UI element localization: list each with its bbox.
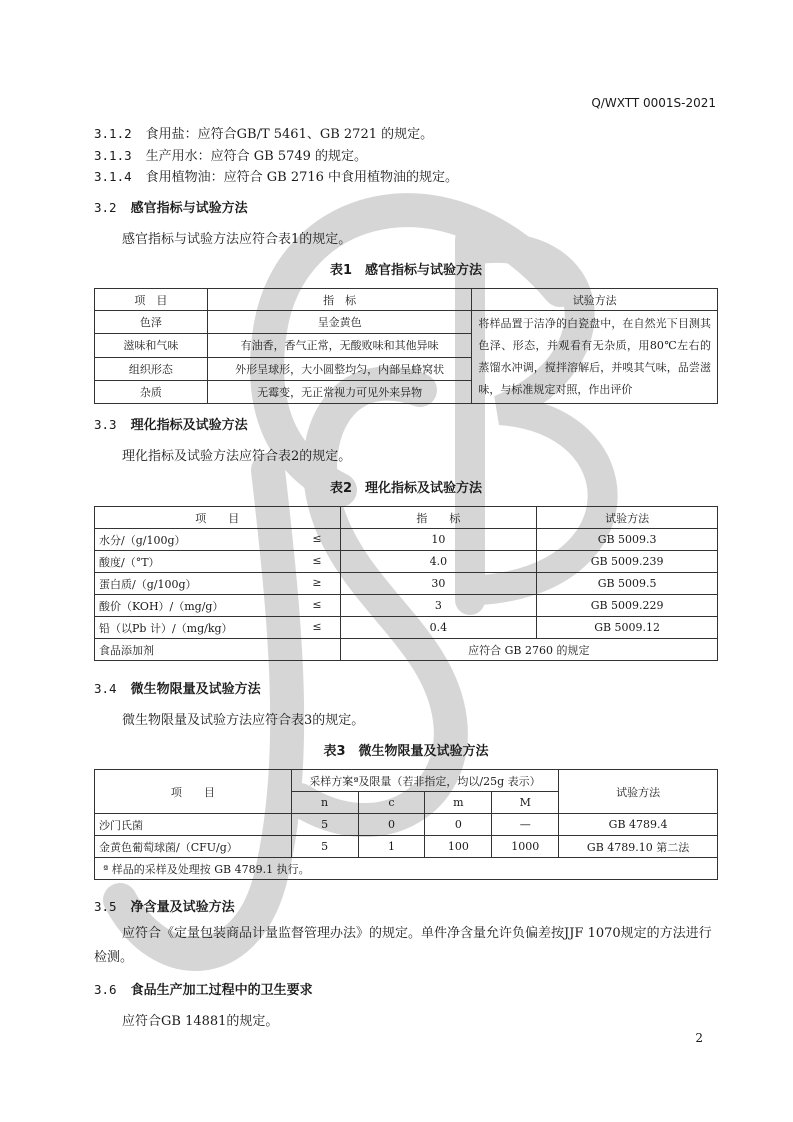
table-header-cell: M (492, 792, 559, 814)
method-cell: GB 5009.3 (537, 529, 718, 551)
table-row (95, 529, 718, 551)
clause-3-1-2: 3.1.2 食用盐：应符合GB/T 5461、GB 2721 的规定。 (94, 126, 434, 142)
spec-cell: 有油香，香气正常，无酸败味和其他异味 (207, 334, 472, 357)
item-cell: 沙门氏菌 (95, 814, 292, 836)
section-3-3-paragraph: 理化指标及试验方法应符合表2的规定。 (122, 449, 352, 464)
method-cell: GB 5009.239 (537, 551, 718, 573)
item-cell: 组织形态 (95, 357, 208, 380)
item-cell: 杂质 (95, 380, 208, 403)
table-header-cell: 项 目 (95, 289, 208, 311)
method-cell: GB 5009.12 (537, 617, 718, 639)
table-note-row (95, 858, 718, 880)
table2-physicochemical (94, 506, 718, 661)
clause-3-1-4: 3.1.4 食用植物油：应符合 GB 2716 中食用植物油的规定。 (94, 169, 459, 185)
table-header-cell: 试验方法 (559, 770, 718, 814)
table3-microbial (94, 769, 718, 880)
c-cell: 1 (358, 836, 425, 858)
section-3-6-paragraph: 应符合GB 14881的规定。 (122, 1014, 279, 1029)
item-cell: 酸度/（°T） ≤ (95, 551, 341, 573)
section-3-2-paragraph: 感官指标与试验方法应符合表1的规定。 (122, 232, 352, 247)
table-header-cell: 项 目 (95, 507, 341, 529)
c-cell: 0 (358, 814, 425, 836)
item-cell: 铅（以Pb 计）/（mg/kg） ≤ (95, 617, 341, 639)
value-cell: 3 (340, 595, 537, 617)
value-cell: 4.0 (340, 551, 537, 573)
table-header-row (95, 289, 718, 311)
section-3-3-heading: 3.3 理化指标及试验方法 (94, 417, 248, 433)
M-cell: 1000 (492, 836, 559, 858)
item-cell: 蛋白质/（g/100g） ≥ (95, 573, 341, 595)
n-cell: 5 (291, 814, 358, 836)
value-cell: 0.4 (340, 617, 537, 639)
table-header-cell: 指 标 (340, 507, 537, 529)
method-cell: 将样品置于洁净的白瓷盘中，在自然光下目测其色泽、形态，并观看有无杂质，用80℃左右的蒸馏水冲调，搅拌溶解后，并嗅其气味，品尝滋味，与标准规定对照，作出评价 (472, 311, 718, 404)
table-header-row (95, 507, 718, 529)
section-3-2-heading: 3.2 感官指标与试验方法 (94, 200, 248, 216)
page-number: 2 (695, 1031, 703, 1045)
table-row (95, 551, 718, 573)
table-row (95, 595, 718, 617)
method-cell: GB 5009.229 (537, 595, 718, 617)
table-row (95, 573, 718, 595)
method-cell: GB 4789.10 第二法 (559, 836, 718, 858)
table1-caption: 表1 感官指标与试验方法 (329, 263, 483, 278)
section-3-6-heading: 3.6 食品生产加工过程中的卫生要求 (94, 982, 313, 998)
table-row (95, 617, 718, 639)
table-row (95, 639, 718, 661)
table-row (95, 814, 718, 836)
table-header-cell: 采样方案ª及限量（若非指定，均以/25g 表示） (291, 770, 559, 792)
value-cell: 10 (340, 529, 537, 551)
spec-cell: 应符合 GB 2760 的规定 (340, 639, 717, 661)
spec-cell: 呈金黄色 (207, 311, 472, 334)
item-cell: 金黄色葡萄球菌/（CFU/g） (95, 836, 292, 858)
m-cell: 100 (425, 836, 492, 858)
table-header-cell: c (358, 792, 425, 814)
section-3-5-heading: 3.5 净含量及试验方法 (94, 899, 235, 915)
table-header-row (95, 770, 718, 792)
section-3-4-paragraph: 微生物限量及试验方法应符合表3的规定。 (122, 713, 365, 728)
spec-cell: 外形呈球形，大小圆整均匀，内部呈蜂窝状 (207, 357, 472, 380)
table-header-cell: 指 标 (207, 289, 472, 311)
table-header-cell: 试验方法 (537, 507, 718, 529)
table2-caption: 表2 理化指标及试验方法 (329, 481, 483, 496)
table-row (95, 311, 718, 334)
section-3-4-heading: 3.4 微生物限量及试验方法 (94, 681, 261, 697)
spec-cell: 无霉变，无正常视力可见外来异物 (207, 380, 472, 403)
table-note: ª 样品的采样及处理按 GB 4789.1 执行。 (95, 858, 718, 880)
document-number: Q/WXTT 0001S-2021 (591, 96, 716, 110)
item-cell: 酸价（KOH）/（mg/g） ≤ (95, 595, 341, 617)
clause-3-1-3: 3.1.3 生产用水：应符合 GB 5749 的规定。 (94, 148, 368, 164)
table-header-cell: 试验方法 (472, 289, 718, 311)
table-header-cell: 项 目 (95, 770, 292, 814)
table-row (95, 836, 718, 858)
m-cell: 0 (425, 814, 492, 836)
table3-caption: 表3 微生物限量及试验方法 (323, 744, 489, 759)
value-cell: 30 (340, 573, 537, 595)
table-header-cell: n (291, 792, 358, 814)
method-cell: GB 4789.4 (559, 814, 718, 836)
method-cell: GB 5009.5 (537, 573, 718, 595)
table1-sensory (94, 288, 718, 404)
n-cell: 5 (291, 836, 358, 858)
item-cell: 色泽 (95, 311, 208, 334)
item-cell: 食品添加剂 (95, 639, 341, 661)
item-cell: 水分/（g/100g） ≤ (95, 529, 341, 551)
table-header-cell: m (425, 792, 492, 814)
M-cell: — (492, 814, 559, 836)
section-3-5-paragraph: 应符合《定量包装商品计量监督管理办法》的规定。单件净含量允许负偏差按JJF 1070规定的方法进行检测。 (94, 926, 712, 965)
item-cell: 滋味和气味 (95, 334, 208, 357)
